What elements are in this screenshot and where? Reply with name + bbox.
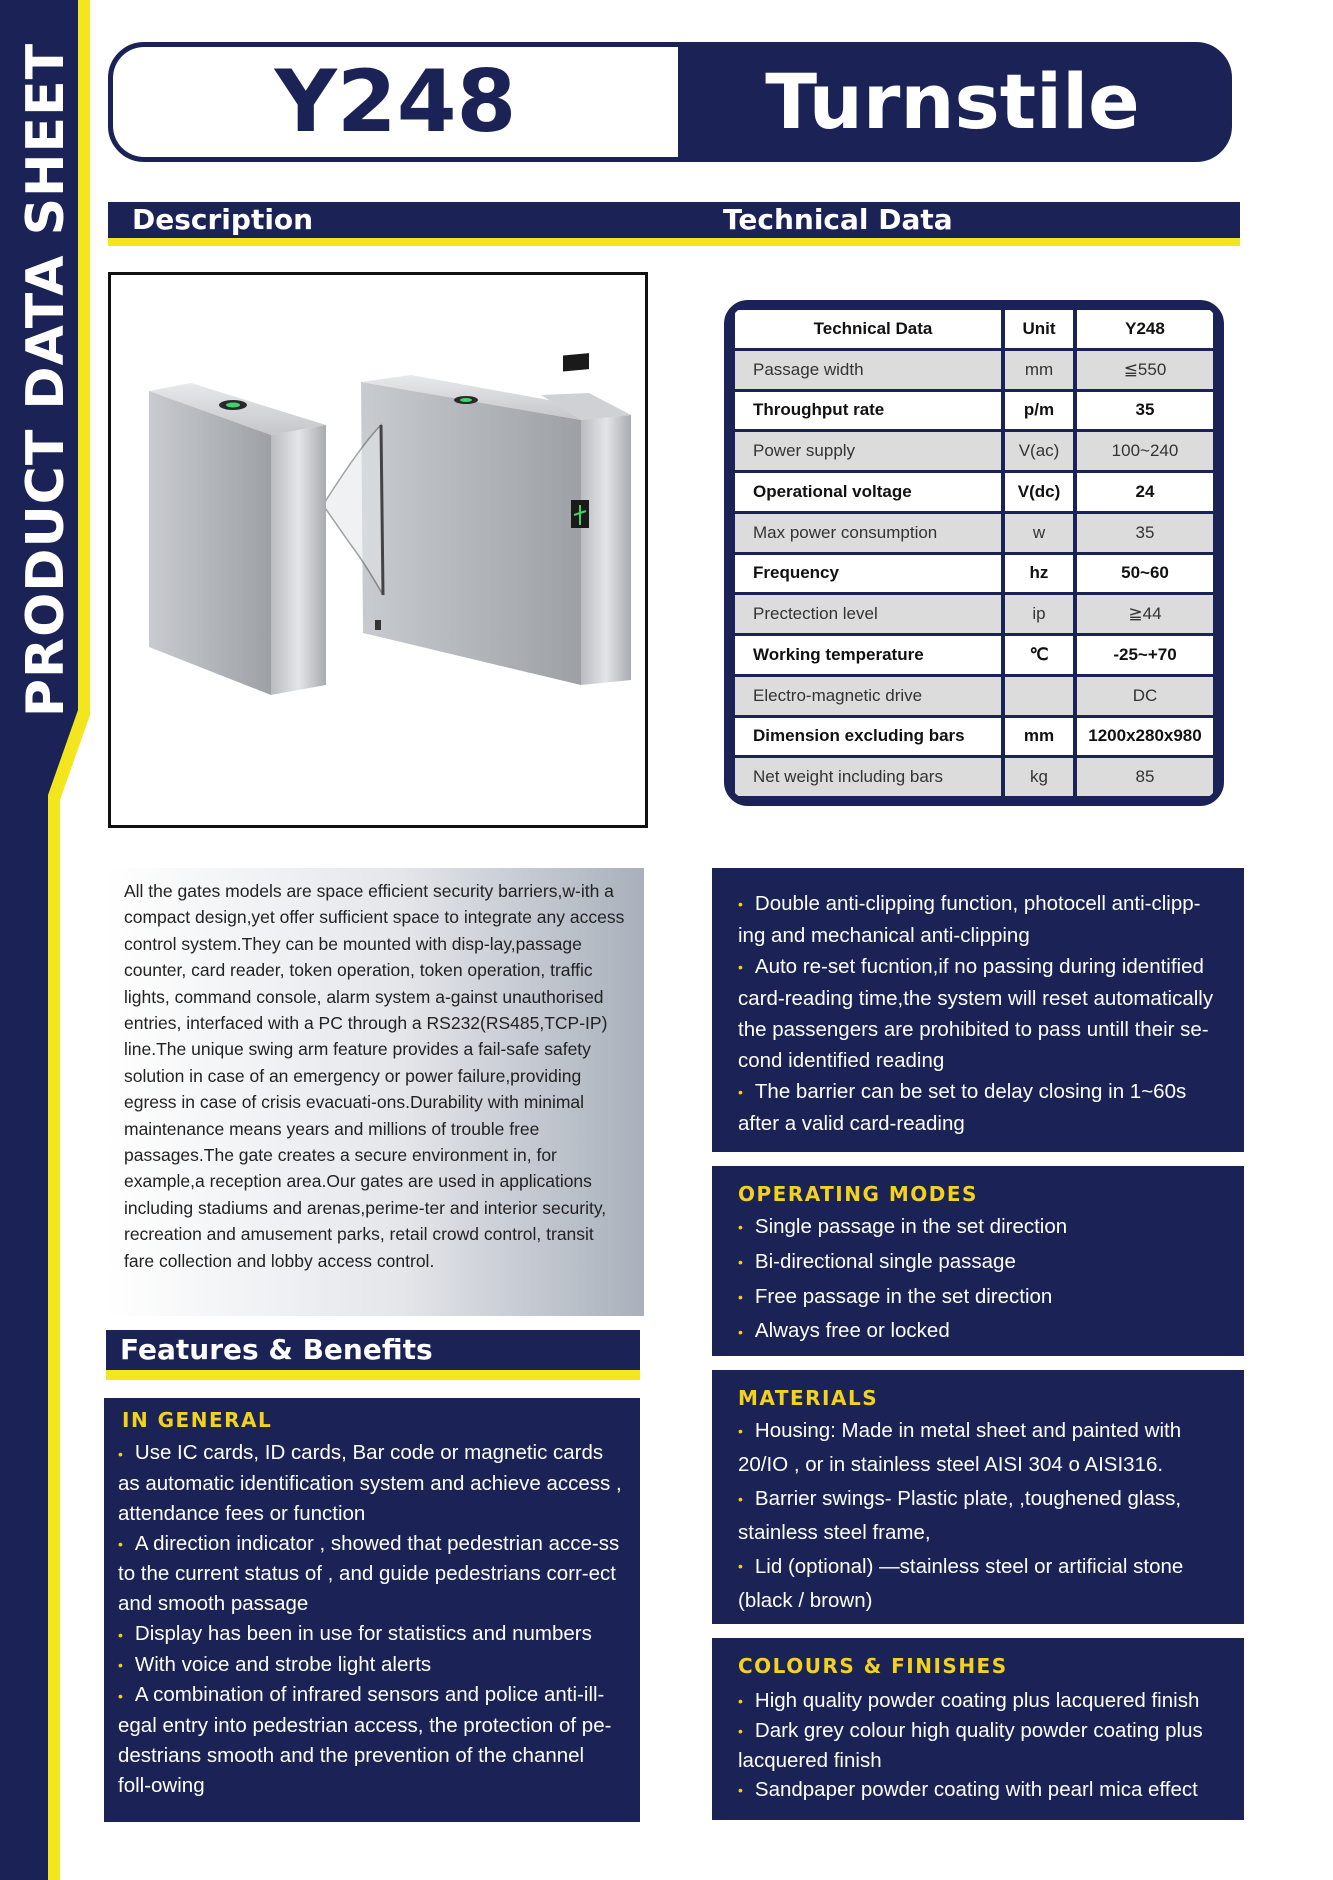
table-cell: 1200x280x980 (1077, 718, 1213, 756)
table-header-row (735, 310, 1213, 348)
section-bar-top (108, 202, 1240, 246)
table-cell: 85 (1077, 758, 1213, 796)
in-general-heading: IN GENERAL (122, 1408, 273, 1432)
materials-heading: MATERIALS (738, 1386, 879, 1410)
list-item: • Dark grey colour high quality powder coating plus lacquered finish (738, 1719, 1203, 1773)
list-item: • Bi-directional single passage (738, 1249, 1016, 1273)
bullet-icon: • (118, 1687, 123, 1704)
list-item: • Free passage in the set direction (738, 1284, 1053, 1308)
operating-modes-box (712, 1166, 1244, 1356)
anti-clipping-box (712, 868, 1244, 1152)
list-item: • A combination of infrared sensors and police anti-ill-egal entry into pedestrian access, the protection of pe-destrians smooth and the prevention of the channel foll-owing (118, 1683, 612, 1797)
section-bar-features (106, 1330, 640, 1380)
table-cell: 35 (1077, 392, 1213, 430)
list-item: • Double anti-clipping function, photocell anti-clipp-ing and mechanical anti-clipping (738, 892, 1201, 948)
table-cell: DC (1077, 677, 1213, 715)
table-cell: ℃ (1005, 636, 1073, 674)
table-row (735, 595, 1213, 633)
list-item: • Use IC cards, ID cards, Bar code or magnetic cards as automatic identification system and achieve access , attendance fees or function (118, 1441, 622, 1525)
bullet-icon: • (118, 1657, 123, 1674)
bullet-icon: • (738, 1084, 743, 1101)
list-item: • Barrier swings- Plastic plate, ,toughened glass, stainless steel frame, (738, 1486, 1182, 1545)
list-item: • Single passage in the set direction (738, 1215, 1068, 1238)
table-cell: Power supply (735, 432, 1001, 470)
technical-data-table (724, 300, 1224, 806)
table-cell: Electro-magnetic drive (735, 677, 1001, 715)
list-item: • Housing: Made in metal sheet and painted with 20/IO , or in stainless steel AISI 304 o AISI316. (738, 1419, 1182, 1477)
table-cell: 24 (1077, 473, 1213, 511)
bullet-icon: • (738, 1288, 743, 1305)
table-cell: hz (1005, 555, 1073, 593)
table-cell: ≦550 (1077, 351, 1213, 389)
table-row (735, 677, 1213, 715)
section-title-technical-data: Technical Data (723, 203, 953, 236)
table-cell: Working temperature (735, 636, 1001, 674)
bullet-icon: • (738, 959, 743, 976)
bullet-icon: • (738, 896, 743, 913)
bullet-icon: • (118, 1626, 123, 1643)
side-band-title: PRODUCT DATA SHEET (16, 42, 76, 718)
header-banner (108, 42, 1232, 162)
description-box (106, 868, 644, 1316)
model-title: Y248 (274, 52, 517, 152)
bullet-icon: • (738, 1782, 743, 1799)
table-cell: ≧44 (1077, 595, 1213, 633)
bullet-icon: • (738, 1558, 743, 1575)
table-cell: w (1005, 514, 1073, 552)
list-item: • A direction indicator , showed that pedestrian acce-ss to the current status of , and guide pedestrians corr-ect and smooth passage (118, 1531, 620, 1616)
table-cell: 50~60 (1077, 555, 1213, 593)
product-title: Turnstile (765, 57, 1140, 146)
table-cell (1005, 677, 1073, 715)
table-cell: Throughput rate (735, 392, 1001, 430)
section-title-features: Features & Benefits (120, 1333, 433, 1366)
table-row (735, 758, 1213, 796)
table-cell: 100~240 (1077, 432, 1213, 470)
table-cell: mm (1005, 351, 1073, 389)
table-cell: kg (1005, 758, 1073, 796)
table-cell: Net weight including bars (735, 758, 1001, 796)
bullet-icon: • (738, 1693, 743, 1710)
list-item: • Lid (optional) —stainless steel or artificial stone (black / brown) (738, 1554, 1184, 1612)
table-row (735, 636, 1213, 674)
list-item: • Always free or locked (738, 1319, 950, 1343)
turnstile-illustration (111, 275, 645, 825)
list-item: • The barrier can be set to delay closing in 1~60s after a valid card-reading (738, 1080, 1187, 1136)
in-general-box (104, 1398, 640, 1822)
table-cell: Passage width (735, 351, 1001, 389)
bullet-icon: • (738, 1219, 743, 1236)
bullet-icon: • (738, 1422, 743, 1439)
bullet-icon: • (118, 1536, 123, 1553)
table-row (735, 351, 1213, 389)
table-cell: mm (1005, 718, 1073, 756)
bullet-icon: • (118, 1445, 123, 1462)
bullet-icon: • (738, 1323, 743, 1340)
table-cell: ip (1005, 595, 1073, 633)
product-image (108, 272, 648, 828)
table-row (735, 473, 1213, 511)
table-row (735, 432, 1213, 470)
table-row (735, 392, 1213, 430)
table-row (735, 555, 1213, 593)
side-band (0, 0, 92, 1880)
list-item: • Auto re-set fucntion,if no passing during identified card-reading time,the system will reset automatically the passengers are prohibited to pass untill their se-cond identified reading (738, 955, 1214, 1073)
list-item: • Display has been in use for statistics and numbers (118, 1622, 592, 1646)
description-text: All the gates models are space efficient security barriers,w-ith a compact design,yet offer sufficient space to integrate any access control system.They can be mounted with disp-lay,passage counter, card reader, token operation, token operation, traffic lights, command console, alarm system a-gainst unauthorised entries, interfaced with a PC through a RS232(RS485,TCP-IP) line.The unique swing arm feature provides a fail-safe safety solution in case of an emergency or power failure,providing egress in case of crisis evacuati-ons.Durability with minimal maintenance means years and millions of trouble free passages.The gate creates a secure environment in, for example,a reception area.Our gates are used in applications including stadiums and arenas,perime-ter and interior security, recreation and amusement parks, retail crowd control, transit fare collection and lobby access control. (124, 881, 625, 1271)
table-cell: Frequency (735, 555, 1001, 593)
list-item: • With voice and strobe light alerts (118, 1652, 432, 1676)
section-title-description: Description (132, 203, 314, 236)
table-header-cell: Unit (1005, 310, 1073, 348)
colours-finishes-box (712, 1638, 1244, 1820)
table-cell: Prectection level (735, 595, 1001, 633)
bullet-icon: • (738, 1490, 743, 1507)
table-cell: -25~+70 (1077, 636, 1213, 674)
table-cell: p/m (1005, 392, 1073, 430)
table-cell: V(dc) (1005, 473, 1073, 511)
operating-modes-heading: OPERATING MODES (738, 1182, 978, 1206)
table-row (735, 514, 1213, 552)
table-cell: Max power consumption (735, 514, 1001, 552)
list-item: • Sandpaper powder coating with pearl mica effect (738, 1778, 1198, 1802)
colours-heading: COLOURS & FINISHES (738, 1654, 1008, 1678)
list-item: • High quality powder coating plus lacquered finish (738, 1689, 1200, 1712)
table-row (735, 718, 1213, 756)
materials-box (712, 1370, 1244, 1624)
table-cell: Dimension excluding bars (735, 718, 1001, 756)
table-cell: Operational voltage (735, 473, 1001, 511)
table-header-cell: Y248 (1077, 310, 1213, 348)
bullet-icon: • (738, 1254, 743, 1271)
table-cell: 35 (1077, 514, 1213, 552)
bullet-icon: • (738, 1723, 743, 1740)
table-header-cell: Technical Data (735, 310, 1001, 348)
table-cell: V(ac) (1005, 432, 1073, 470)
